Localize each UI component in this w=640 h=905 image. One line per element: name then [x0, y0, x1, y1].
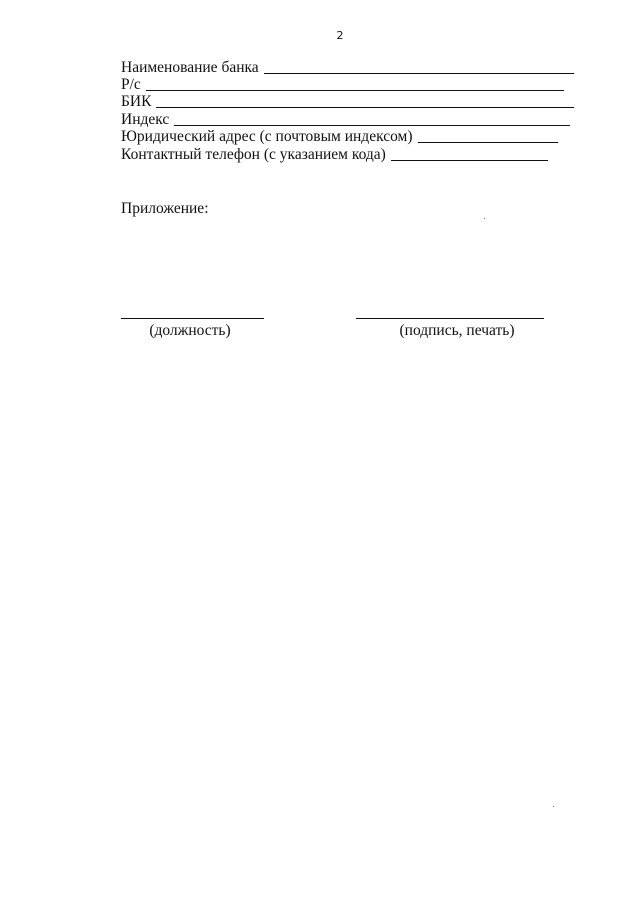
scan-speck	[553, 806, 554, 807]
scan-speck	[484, 218, 485, 219]
legal-address-label: Юридический адрес (с почтовым индексом)	[121, 128, 413, 145]
signature-stamp-caption: (подпись, печать)	[399, 322, 515, 339]
legal-address-blank-line	[418, 141, 558, 143]
bank-name-label: Наименование банка	[121, 59, 259, 76]
position-signature-line	[121, 318, 264, 319]
index-row	[121, 111, 570, 129]
bank-name-blank-line	[264, 72, 574, 74]
bik-blank-line	[156, 106, 574, 108]
account-row	[121, 76, 564, 94]
phone-row	[121, 146, 548, 164]
account-blank-line	[146, 89, 564, 91]
page-number: 2	[336, 29, 344, 42]
position-caption: (должность)	[149, 322, 231, 339]
bank-name-row	[121, 59, 574, 77]
bik-label: БИК	[121, 93, 152, 110]
legal-address-row	[121, 128, 558, 146]
appendix-label: Приложение:	[121, 200, 209, 217]
index-label: Индекс	[121, 111, 170, 128]
bik-row	[121, 93, 574, 111]
signature-stamp-line	[356, 318, 544, 319]
phone-blank-line	[391, 159, 548, 161]
phone-label: Контактный телефон (с указанием кода)	[121, 146, 386, 163]
account-label: Р/с	[121, 76, 141, 93]
index-blank-line	[174, 124, 570, 126]
